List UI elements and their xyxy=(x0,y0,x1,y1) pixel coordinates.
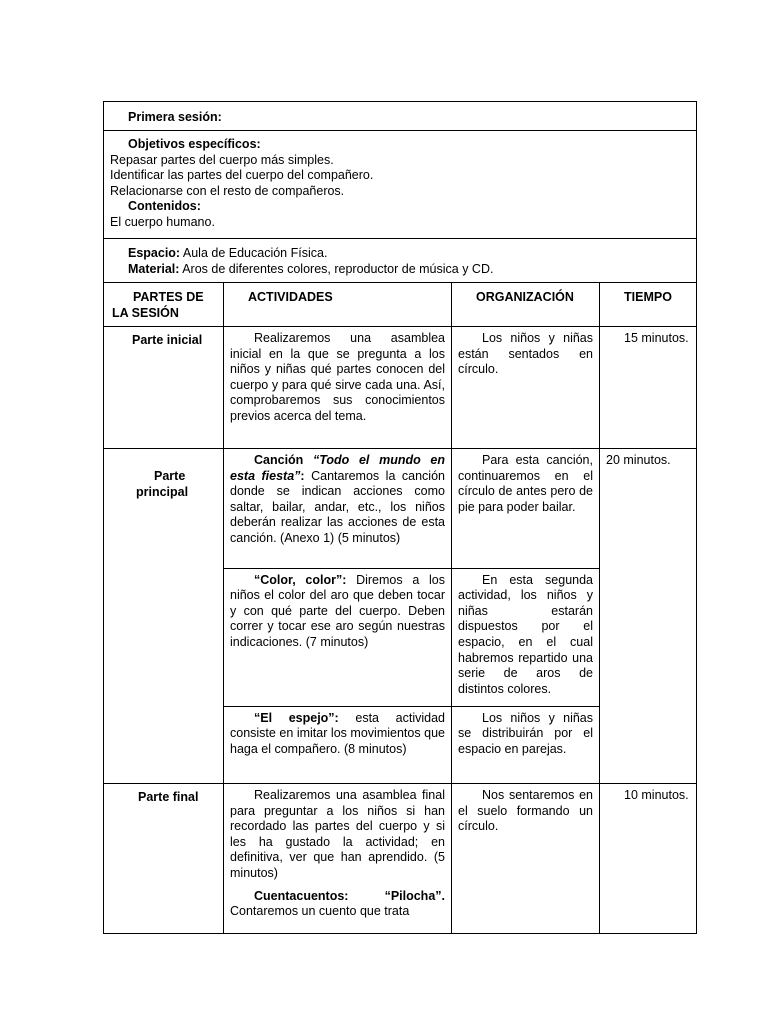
part-principal-line2: principal xyxy=(136,484,189,499)
session-title: Primera sesión: xyxy=(128,110,222,124)
part-initial: Parte inicial xyxy=(132,333,203,347)
activity-3-text: esta actividad consiste en imitar los movimientos que haga el compañero. (8 minutos) xyxy=(230,710,445,756)
activity-1-text: Cantaremos la canción donde se indican acciones como saltar, bailar, andar, etc., los niños deberán realizar las acciones de esta canción. (Anexo 1) (5 minutos) xyxy=(230,468,445,545)
final-story xyxy=(224,882,451,920)
header-parts xyxy=(104,283,223,321)
objective-item: Identificar las partes del cuerpo del compañero. xyxy=(110,168,374,183)
header-organization: ORGANIZACIÓN xyxy=(476,290,574,304)
final-time xyxy=(600,784,696,804)
initial-row xyxy=(104,327,697,449)
material-value: Aros de diferentes colores, reproductor de música y CD. xyxy=(179,261,494,276)
initial-activity: Realizaremos una asamblea inicial en la que se pregunta a los niños y niñas qué partes conocen del cuerpo y para qué sirve cada una. Así, comprobaremos sus conocimientos previos acerca del tema. xyxy=(230,331,445,423)
principal-activity-3 xyxy=(224,707,451,758)
space-value: Aula de Educación Física. xyxy=(180,246,328,260)
activity-3-title: “El espejo”: xyxy=(254,710,339,725)
objective-item: Relacionarse con el resto de compañeros. xyxy=(110,183,345,198)
material-label: Material: xyxy=(128,261,180,276)
final-time-text: 10 minutos. xyxy=(624,788,689,802)
space-line xyxy=(128,246,696,262)
activity-1-lead: Canción xyxy=(254,453,313,467)
header-activities: ACTIVIDADES xyxy=(248,290,333,304)
objective-item: Repasar partes del cuerpo más simples. xyxy=(110,152,334,167)
story-title: Cuentacuentos: “Pilocha”. xyxy=(254,888,445,903)
objectives-heading: Objetivos específicos: xyxy=(128,137,261,151)
activity-1-colon: : xyxy=(300,468,305,483)
space-material-row xyxy=(104,239,697,283)
principal-time-text: 20 minutos. xyxy=(606,453,671,467)
contents-text: El cuerpo humano. xyxy=(110,214,215,229)
header-parts-line2: LA SESIÓN xyxy=(112,305,179,320)
principal-organization-1: Para esta canción, continuaremos en el círculo de antes pero de pie para poder bailar. xyxy=(458,453,593,514)
activity-1-title: “Todo el mundo en esta fiesta” xyxy=(230,453,445,483)
header-time: TIEMPO xyxy=(624,290,672,304)
principal-organization-3: Los niños y niñas se distribuirán por el espacio en parejas. xyxy=(458,710,593,756)
header-row xyxy=(104,283,697,327)
principal-time xyxy=(600,449,696,469)
final-activity: Realizaremos una asamblea final para preguntar a los niños si han recordado las partes del cuerpo y si les ha gustado la actividad; en definitiva, ver que han aprendido. (5 minutos) xyxy=(230,788,445,880)
principal-row-1 xyxy=(104,449,697,569)
initial-organization: Los niños y niñas están sentados en círculo. xyxy=(458,331,593,377)
header-parts-line1: PARTES DE xyxy=(133,290,204,304)
final-organization: Nos sentaremos en el suelo formando un círculo. xyxy=(458,788,593,834)
part-principal-line1: Parte xyxy=(154,469,186,483)
story-text: Contaremos un cuento que trata xyxy=(230,904,410,919)
principal-activity-1 xyxy=(224,449,451,547)
objectives-row xyxy=(104,131,697,239)
initial-time-text: 15 minutos. xyxy=(624,331,689,345)
part-final: Parte final xyxy=(138,790,199,804)
space-label: Espacio: xyxy=(128,246,181,260)
activity-2-text: Diremos a los niños el color del aro que deben tocar y con qué parte del cuerpo. Deben correr y tocar ese aro según nuestras indicaciones. (7 minutos) xyxy=(230,572,445,650)
material-line xyxy=(128,262,696,278)
final-row xyxy=(104,784,697,934)
initial-time xyxy=(600,327,696,347)
contents-heading: Contenidos: xyxy=(128,199,201,214)
activity-2-title: “Color, color”: xyxy=(254,572,347,587)
session-plan-table xyxy=(103,101,697,934)
principal-organization-2: En esta segunda actividad, los niños y niñas estarán dispuestos por el espacio, en el cual habremos repartido una serie de aros de distintos colores. xyxy=(458,572,593,696)
principal-activity-2 xyxy=(224,569,451,651)
session-title-row xyxy=(104,102,697,131)
part-principal xyxy=(104,449,223,500)
